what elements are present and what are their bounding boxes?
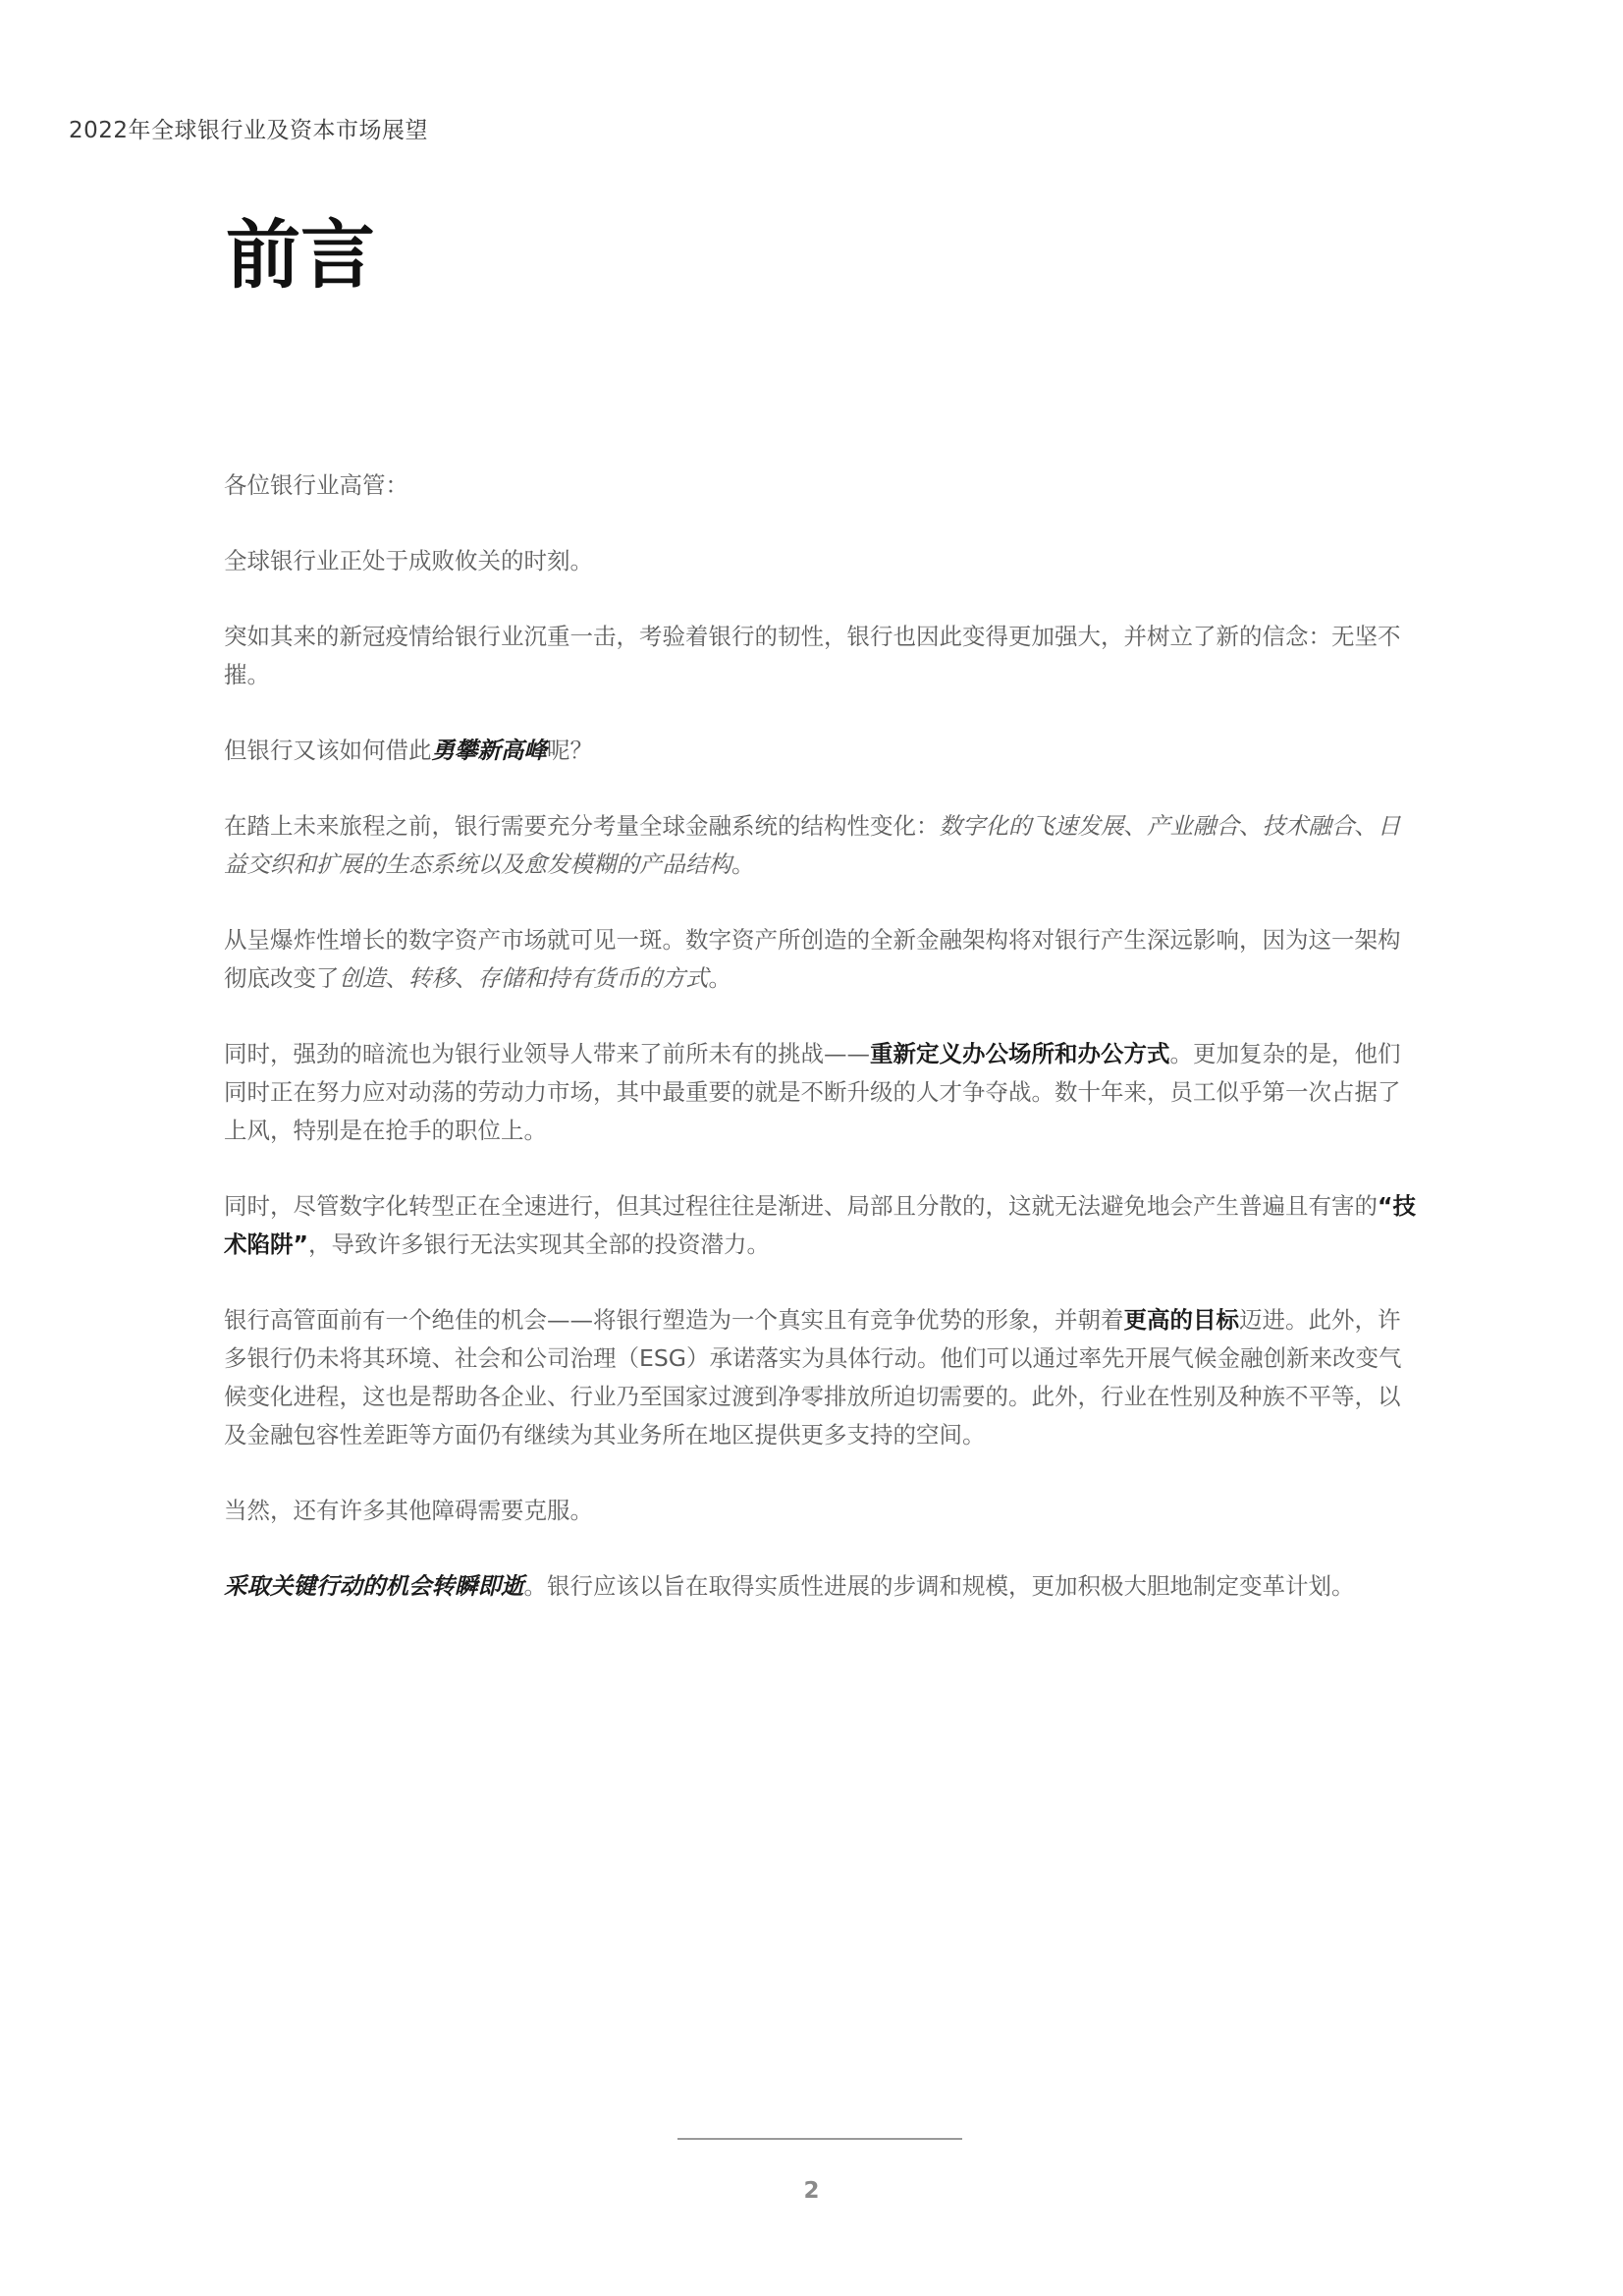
p4-text-before: 但银行又该如何借此 [224,737,432,764]
running-header: 2022年全球银行业及资本市场展望 [69,118,429,143]
p8-bold: “技术陷阱” [224,1192,1416,1258]
p7-text-before: 同时，强劲的暗流也为银行业领导人带来了前所未有的挑战—— [224,1040,870,1067]
paragraph-5 [224,807,1422,884]
paragraph-7 [224,1035,1422,1150]
p6-text-before: 从呈爆炸性增长的数字资产市场就可见一斑。数字资产所创造的全新金融架构将对银行产生深远影响，因为这一架构彻底改变了 [224,926,1401,992]
p6-italic-2: 转移 [408,964,455,992]
paragraph-4 [224,732,1422,770]
p5-italic-4: 日益交织和扩展的生态系统以及愈发模糊的产品结构 [224,812,1401,878]
p4-emphasis: 勇攀新高峰 [431,737,547,764]
p5-text-after: 。 [731,850,755,878]
p9-bold: 更高的目标 [1123,1306,1239,1334]
p8-text-after: ，导致许多银行无法实现其全部的投资潜力。 [307,1230,770,1258]
paragraph-9 [224,1301,1422,1454]
p5-sep-1: 、 [1123,812,1147,840]
p6-italic-1: 创造 [339,964,386,992]
p5-text-before: 在踏上未来旅程之前，银行需要充分考量全球金融系统的结构性变化： [224,812,940,840]
paragraph-2: 全球银行业正处于成败攸关的时刻。 [224,547,593,574]
body-text [224,466,1422,1643]
p6-sep-1: 、 [385,964,408,992]
p7-text-after: 。更加复杂的是，他们同时正在努力应对动荡的劳动力市场，其中最重要的就是不断升级的人才争夺战。数十年来，员工似乎第一次占据了上风，特别是在抢手的职位上。 [224,1040,1401,1144]
page-title: 前言 [226,211,375,299]
p7-bold: 重新定义办公场所和办公方式 [870,1040,1170,1067]
p5-italic-3: 技术融合 [1262,812,1355,840]
paragraph-10: 当然，还有许多其他障碍需要克服。 [224,1497,593,1524]
p4-text-after: 呢？ [547,737,593,764]
paragraph-3: 突如其来的新冠疫情给银行业沉重一击，考验着银行的韧性，银行也因此变得更加强大，并树立了新的信念：无坚不摧。 [224,623,1401,688]
p5-italic-2: 产业融合 [1147,812,1239,840]
footer-divider [677,2138,962,2140]
page-number: 2 [803,2178,820,2204]
paragraph-8 [224,1187,1422,1264]
paragraph-11 [224,1567,1422,1606]
p8-text-before: 同时，尽管数字化转型正在全速进行，但其过程往往是渐进、局部且分散的，这就无法避免地会产生普遍且有害的 [224,1192,1378,1220]
p9-text-before: 银行高管面前有一个绝佳的机会——将银行塑造为一个真实且有竞争优势的形象，并朝着 [224,1306,1124,1334]
p9-text-after: 迈进。此外，许多银行仍未将其环境、社会和公司治理（ESG）承诺落实为具体行动。他们可以通过率先开展气候金融创新来改变气候变化进程，这也是帮助各企业、行业乃至国家过渡到净零排放所迫切需要的。此外，行业在性别及种族不平等，以及金融包容性差距等方面仍有继续为其业务所在地区提供更多支持的空间。 [224,1306,1402,1449]
p6-text-after: 。 [708,964,731,992]
p11-emphasis: 采取关键行动的机会转瞬即逝 [224,1572,524,1600]
paragraph-salutation: 各位银行业高管： [224,471,408,499]
p5-sep-2: 、 [1239,812,1263,840]
p5-italic-1: 数字化的飞速发展 [939,812,1124,840]
p11-text-after: 。银行应该以旨在取得实质性进展的步调和规模，更加积极大胆地制定变革计划。 [523,1572,1355,1600]
p5-sep-3: 、 [1354,812,1378,840]
p6-sep-2: 、 [455,964,478,992]
p6-italic-3: 存储和持有货币的方式 [477,964,709,992]
paragraph-6 [224,921,1422,998]
